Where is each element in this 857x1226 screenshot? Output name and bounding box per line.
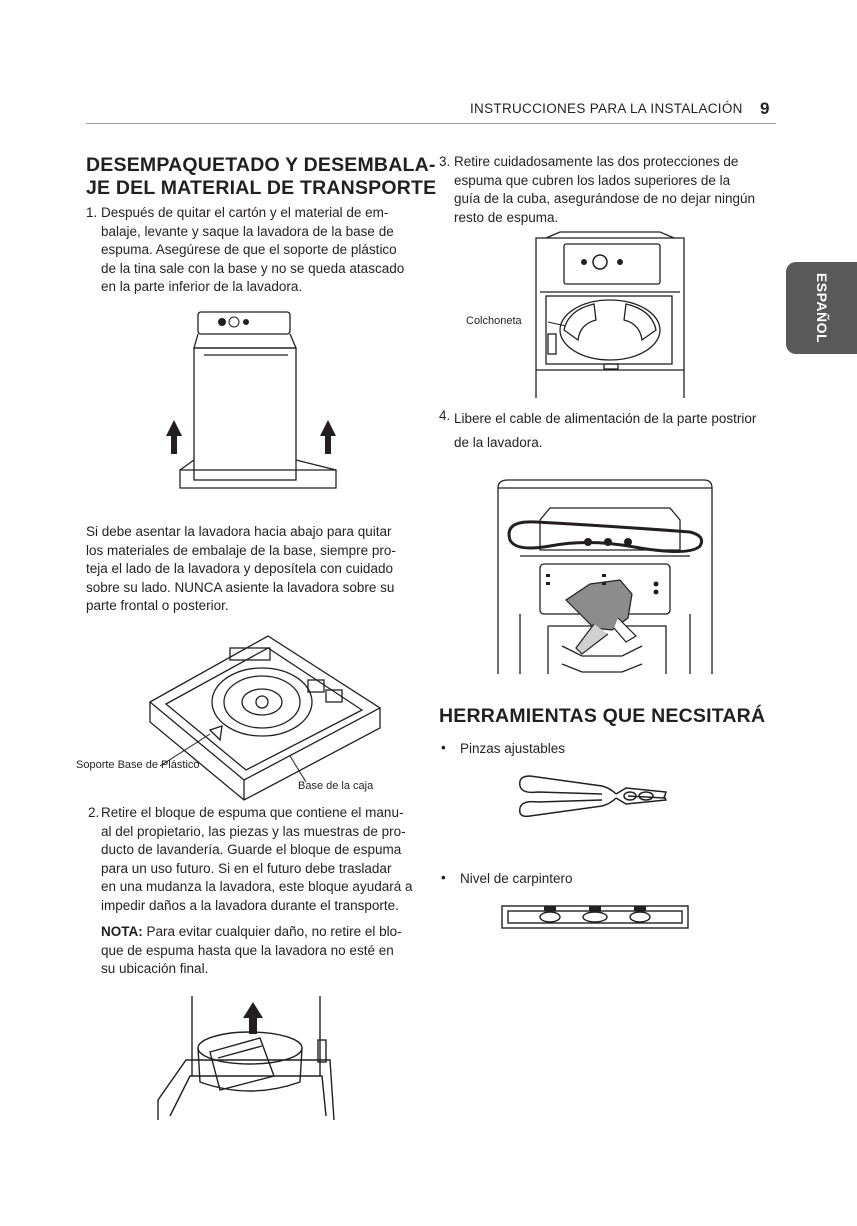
step-1-line: de la tina sale con la base y no se queda atascado (101, 260, 405, 276)
base-caption-box-base: Base de la caja (298, 780, 374, 792)
base-caption-plastic-support: Soporte Base de Plástico (76, 759, 200, 771)
washer-lift-illustration (160, 308, 360, 508)
note-paragraph (101, 923, 418, 979)
tool-label-pliers: Pinzas ajustables (460, 741, 566, 756)
step-1-line: balaje, levante y saque la lavadora de la base de (101, 223, 394, 239)
colchoneta-label: Colchoneta (466, 315, 522, 327)
pliers-icon (516, 772, 671, 820)
tool-label-level: Nivel de carpintero (460, 871, 573, 886)
step-3-line: resto de espuma. (454, 209, 559, 225)
step-4-number: 4. (439, 408, 451, 423)
step-4-line: de la lavadora. (454, 435, 543, 450)
step-2-line: para un uso futuro. Si en el futuro debe trasladar (101, 860, 392, 876)
step-2-line: impedir daños a la lavadora durante el transporte. (101, 897, 399, 913)
step-2-line: ducto de lavandería. Guarde el bloque de espuma (101, 842, 402, 858)
warning-line: los materiales de embalaje de la base, siempre pro- (86, 542, 396, 558)
warning-line: teja el lado de la lavadora y deposítela con cuidado (86, 561, 393, 577)
note-line: su ubicación final. (101, 961, 209, 977)
step-3-line: Retire cuidadosamente las dos protecciones de (454, 154, 739, 169)
warning-line: parte frontal o posterior. (86, 598, 229, 614)
warning-line: Si debe asentar la lavadora hacia abajo para quitar (86, 524, 392, 539)
note-line: Para evitar cualquier daño, no retire el blo- (142, 924, 402, 939)
power-cord-illustration (490, 476, 720, 676)
foam-block-illustration (150, 996, 340, 1124)
step-1-line: en la parte inferior de la lavadora. (101, 279, 303, 295)
step-2-line: Retire el bloque de espuma que contiene el manu- (101, 805, 404, 820)
step-2-line: en una mudanza la lavadora, este bloque ayudará a (101, 879, 413, 895)
language-tab (786, 262, 857, 354)
step-1-line: espuma. Asegúrese de que el soporte de plástico (101, 242, 397, 258)
warning-paragraph (86, 523, 418, 616)
language-tab-label: ESPAÑOL (813, 272, 830, 344)
tools-heading: HERRAMIENTAS QUE NECSITARÁ (439, 705, 766, 727)
header-divider (86, 123, 776, 124)
tub-foam-illustration (520, 230, 700, 402)
level-icon (500, 904, 690, 930)
warning-line: sobre su lado. NUNCA asiente la lavadora sobre su (86, 579, 395, 595)
tool-bullet: • (441, 870, 446, 885)
step-1-line: Después de quitar el cartón y el material de em- (101, 205, 389, 220)
step-1-number: 1. (86, 205, 98, 220)
page-number: 9 (760, 99, 770, 118)
step-3-number: 3. (439, 154, 451, 169)
section-heading-line-2: JE DEL MATERIAL DE TRANSPORTE (86, 177, 437, 199)
step-2-number: 2. (88, 805, 100, 820)
step-3-line: guía de la cuba, asegurándose de no dejar ningún (454, 191, 755, 207)
section-heading-line-1: DESEMPAQUETADO Y DESEMBALA- (86, 154, 436, 176)
note-line: que de espuma hasta que la lavadora no esté en (101, 942, 394, 958)
step-4-line: Libere el cable de alimentación de la parte postrior (454, 411, 757, 426)
tool-bullet: • (441, 740, 446, 755)
note-label: NOTA: (101, 924, 143, 939)
step-3-line: espuma que cubren los lados superiores de la (454, 172, 731, 188)
header-title: INSTRUCCIONES PARA LA INSTALACIÓN (470, 101, 743, 116)
step-2-line: al del propietario, las piezas y las muestras de pro- (101, 823, 406, 839)
